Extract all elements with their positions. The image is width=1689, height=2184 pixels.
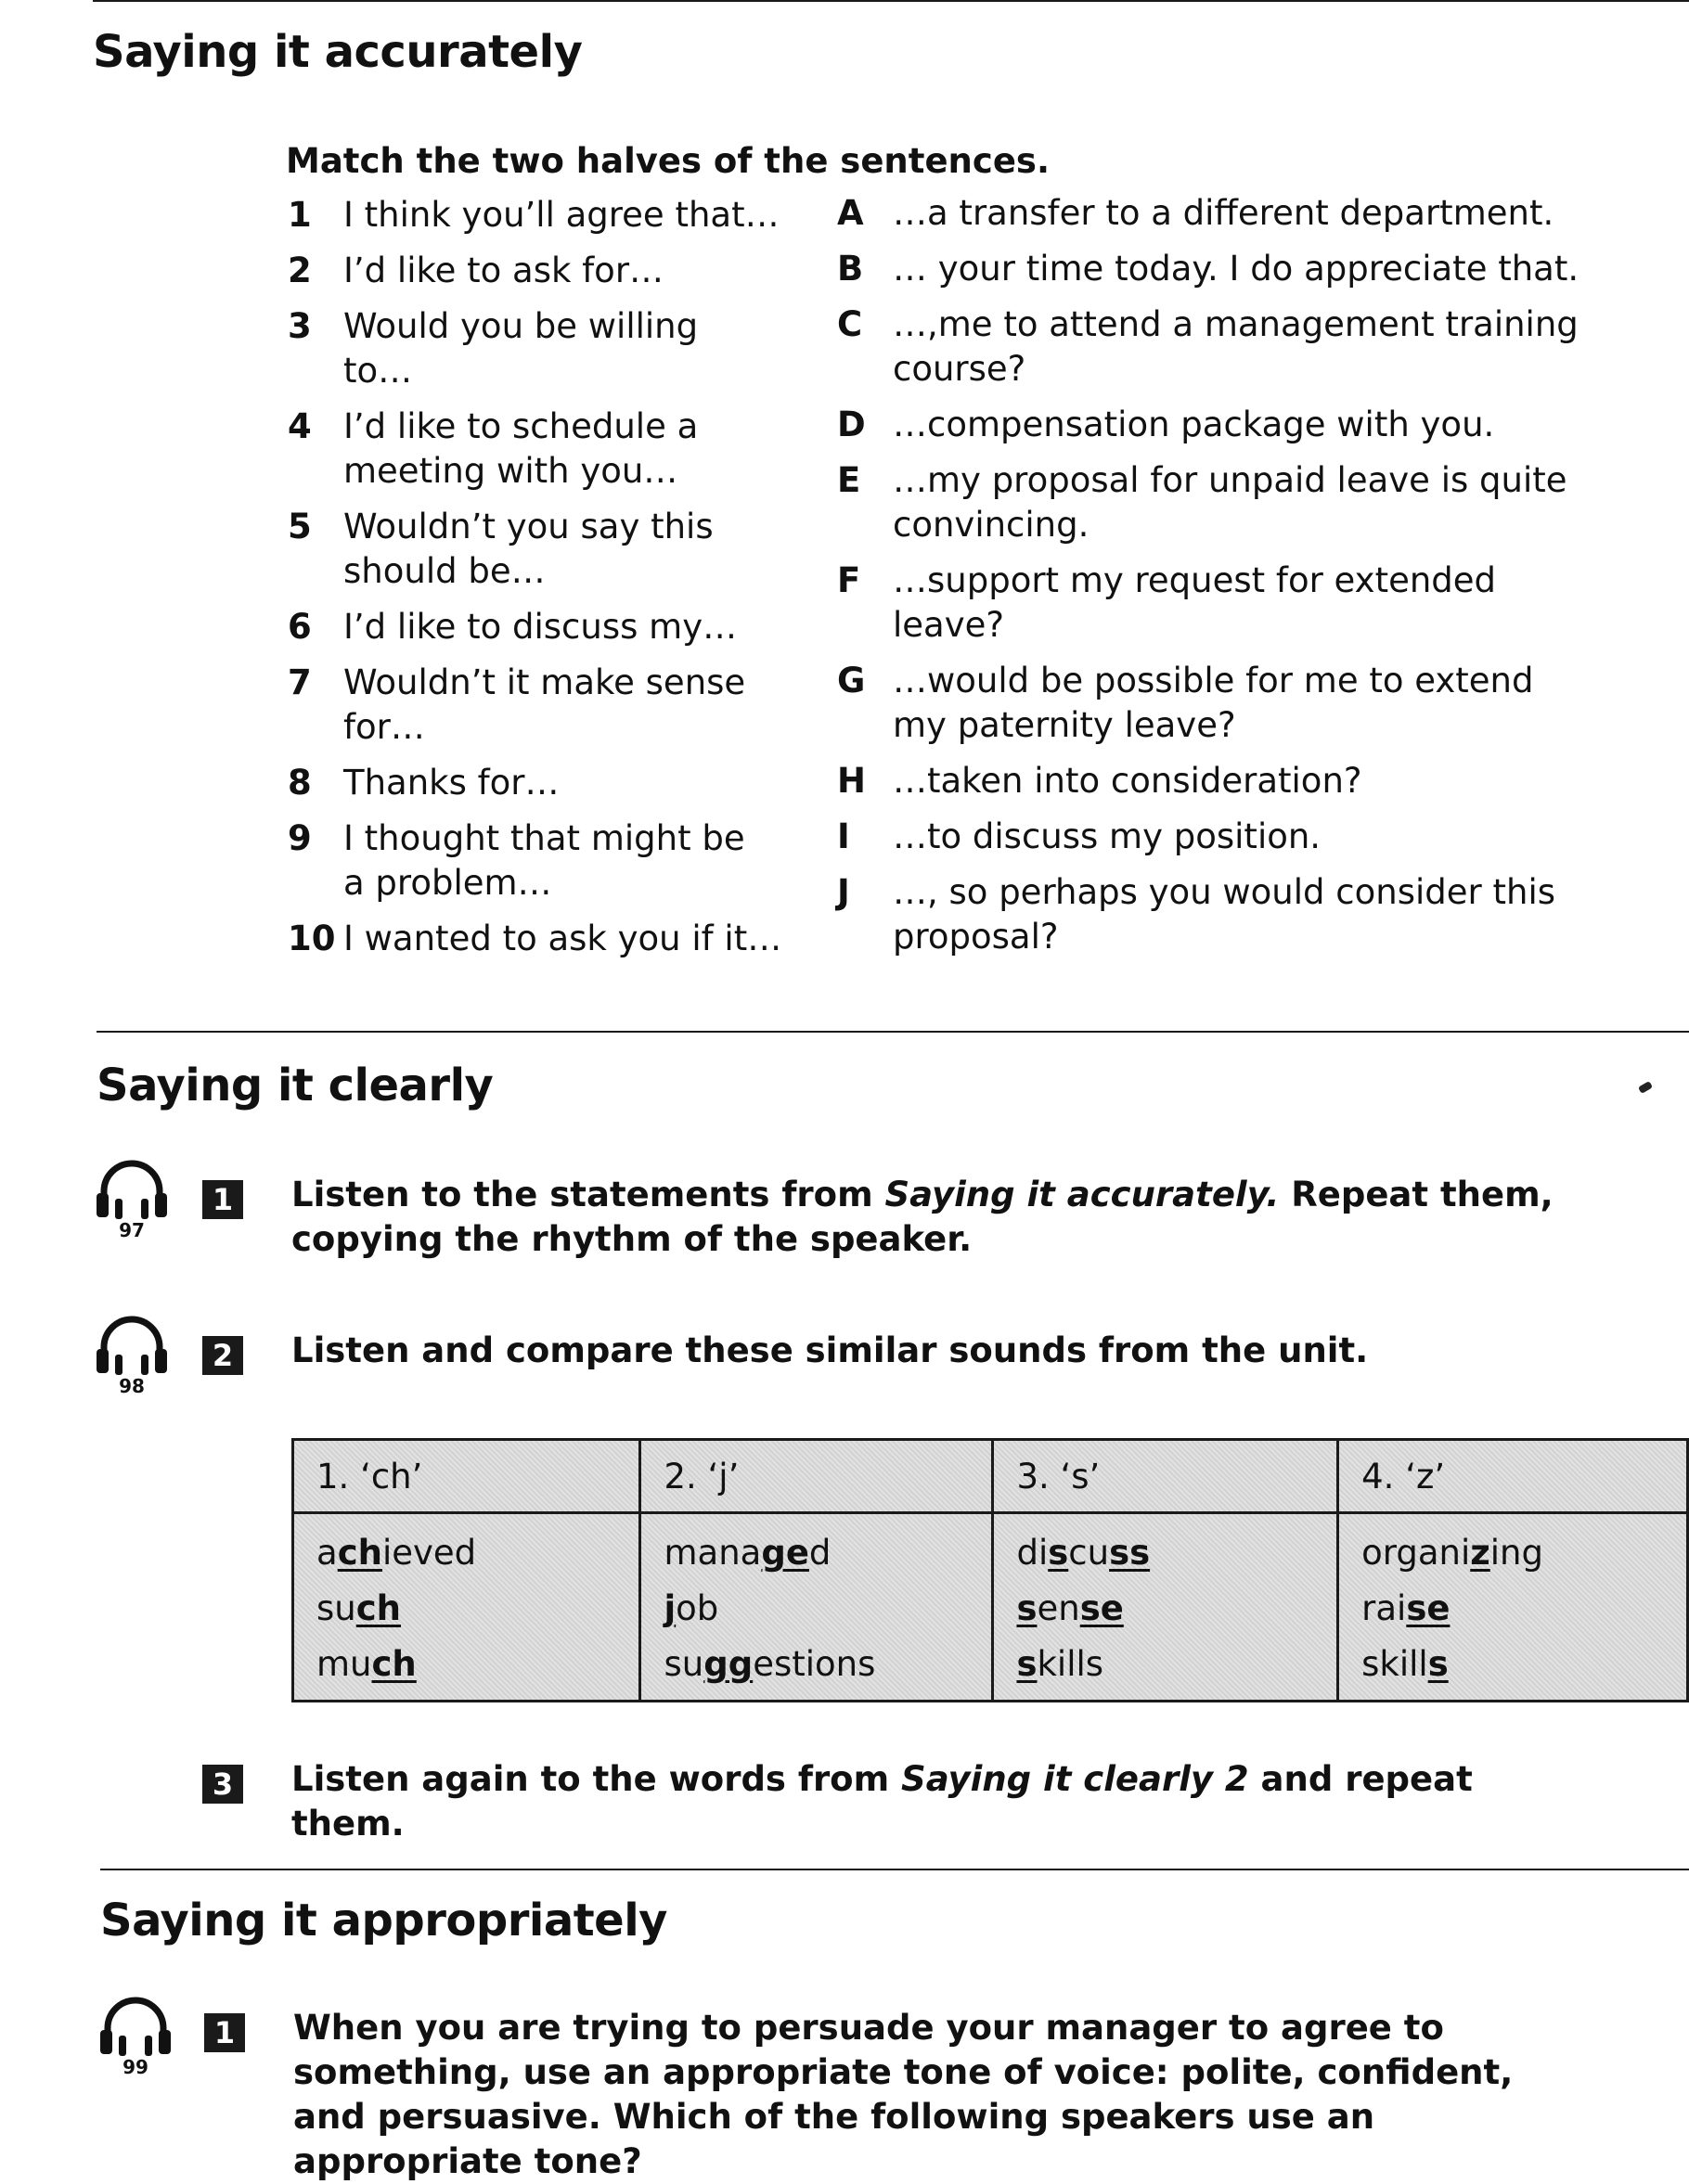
track-number: 98 [119, 1375, 145, 1397]
audio-track-98[interactable] [93, 1314, 171, 1397]
sound-column-z [1338, 1513, 1688, 1702]
word: job [664, 1588, 719, 1628]
word: managed [664, 1533, 832, 1573]
headphones-icon [93, 1158, 171, 1221]
track-number: 97 [119, 1219, 145, 1241]
headphones-icon [93, 1314, 171, 1377]
section-divider-appropriately [100, 1869, 1689, 1870]
column-header: 2. ‘j’ [640, 1440, 993, 1513]
word: such [316, 1588, 402, 1628]
column-header: 3. ‘s’ [993, 1440, 1338, 1513]
section-title-accurately: Saying it accurately [93, 26, 583, 78]
list-item: 9 I thought that might be a problem… [288, 818, 745, 903]
list-item: 2 I’d like to ask for… [288, 251, 664, 290]
word: skills [1016, 1644, 1104, 1684]
table-row [293, 1513, 1688, 1702]
section-divider-clearly [97, 1031, 1689, 1033]
word: organizing [1361, 1533, 1543, 1573]
sounds-table [291, 1438, 1689, 1702]
column-header: 1. ‘ch’ [293, 1440, 640, 1513]
task-2-instruction: Listen and compare these similar sounds from the unit. [291, 1330, 1369, 1370]
list-item: 4 I’d like to schedule a meeting with you… [288, 406, 699, 491]
list-item: G …would be possible for me to extend my paternity leave? [837, 661, 1534, 745]
list-item: E …my proposal for unpaid leave is quite convincing. [837, 460, 1567, 545]
task-number-badge: 3 [202, 1765, 243, 1804]
task-number-badge: 1 [202, 1180, 243, 1219]
list-item: 1 I think you’ll agree that… [288, 195, 780, 235]
task-1-instruction: Listen to the statements from Saying it accurately. Repeat them, copying the rhythm of the speaker. [291, 1175, 1554, 1259]
list-item: J …, so perhaps you would consider this proposal? [837, 872, 1556, 957]
list-item: A …a transfer to a different department. [837, 193, 1554, 233]
track-number: 99 [122, 2056, 148, 2078]
list-item: 3 Would you be willing to… [288, 306, 699, 391]
list-item: B … your time today. I do appreciate that. [837, 249, 1579, 289]
sound-column-ch [293, 1513, 640, 1702]
section-title-clearly: Saying it clearly [97, 1060, 494, 1111]
list-item: C …,me to attend a management training course? [837, 304, 1579, 389]
list-item: F …support my request for extended leave? [837, 560, 1497, 645]
list-item: 5 Wouldn’t you say this should be… [288, 507, 714, 591]
sound-column-s [993, 1513, 1338, 1702]
top-rule [93, 0, 1689, 2]
stray-mark [1638, 1081, 1653, 1094]
appropriate-task-1-instruction: When you are trying to persuade your manager to agree to something, use an appropriate tone of voice: polite, confident, and persuasive. Which of the following speakers use an appropriate tone? [293, 2008, 1514, 2181]
list-item: 10 I wanted to ask you if it… [288, 919, 782, 958]
audio-track-99[interactable] [97, 1995, 174, 2078]
list-item: 7 Wouldn’t it make sense for… [288, 662, 746, 747]
word: discuss [1016, 1533, 1151, 1573]
match-instruction: Match the two halves of the sentences. [286, 141, 1050, 181]
list-item: H …taken into consideration? [837, 761, 1362, 801]
audio-track-97[interactable] [93, 1158, 171, 1241]
word: sense [1016, 1588, 1124, 1628]
headphones-icon [97, 1995, 174, 2058]
sound-column-j [640, 1513, 993, 1702]
list-item: I …to discuss my position. [837, 816, 1322, 856]
list-item: 8 Thanks for… [288, 763, 560, 803]
word: much [316, 1644, 417, 1684]
word: skills [1361, 1644, 1449, 1684]
table-header-row [293, 1440, 1688, 1513]
task-number-badge: 2 [202, 1336, 243, 1375]
section-title-appropriately: Saying it appropriately [100, 1895, 667, 1946]
word: suggestions [664, 1644, 876, 1684]
list-item: D …compensation package with you. [837, 405, 1495, 444]
column-header: 4. ‘z’ [1338, 1440, 1688, 1513]
word: achieved [316, 1533, 477, 1573]
list-item: 6 I’d like to discuss my… [288, 607, 738, 647]
task-3-instruction: Listen again to the words from Saying it clearly 2 and repeat them. [291, 1759, 1473, 1844]
word: raise [1361, 1588, 1450, 1628]
task-number-badge: 1 [204, 2013, 245, 2052]
